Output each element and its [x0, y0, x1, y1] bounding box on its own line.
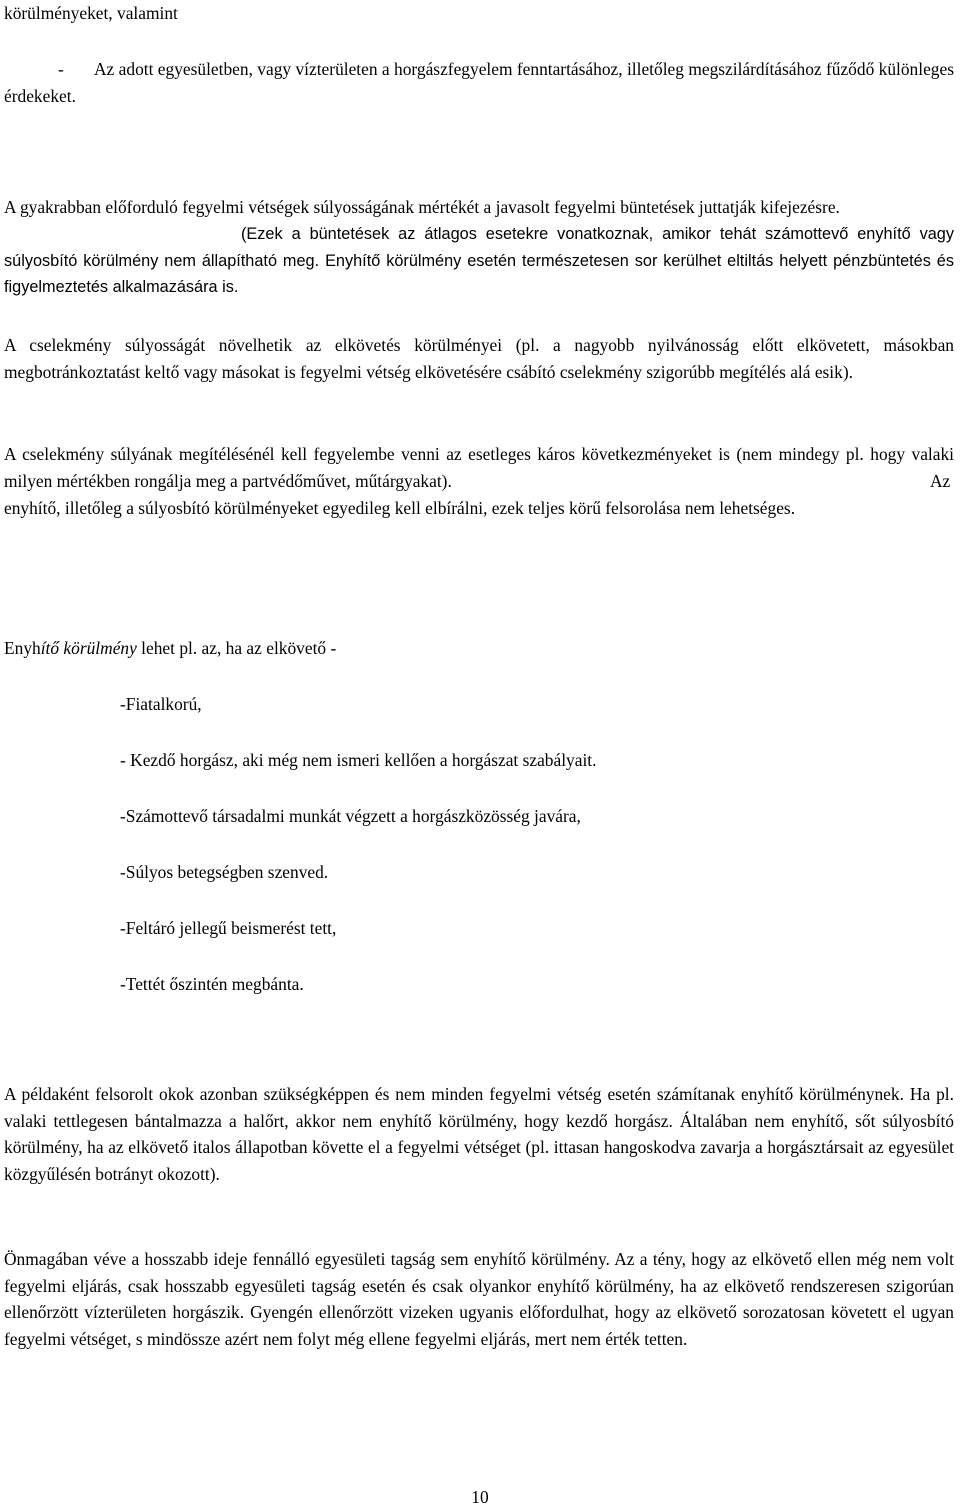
intro-dash-text: Az adott egyesületben, vagy vízterületen a horgászfegyelem fenntartásához, illetőleg megszilárdításához fűződő különleges érdekeket. — [4, 59, 954, 106]
para-examples: A példaként felsorolt okok azonban szükségképpen és nem minden fegyelmi vétség esetén számítanak enyhítő körülménynek. Ha pl. valaki tettlegesen bántalmazza a halőrt, akkor nem enyhítő körülmény, hogy kezdő horgász. Általában nem enyhítő, sőt súlyosbító körülmény, ha az elkövető italos állapotban követte el a fegyelmi vétséget (pl. ittasan hangoskodva zavarja a horgásztársait az egyesület közgyűlésén botrányt okozott). — [4, 1084, 954, 1184]
mitigating-item: -Súlyos betegségben szenved. — [120, 862, 329, 882]
mitigating-lead-em: ítő körülmény — [40, 638, 137, 658]
page-number: 10 — [471, 1487, 489, 1507]
para-severity — [4, 194, 954, 221]
mitigating-item: - Kezdő horgász, aki még nem ismeri kellően a horgászat szabályait. — [120, 750, 597, 770]
mitigating-lead-1: Enyh — [4, 638, 41, 658]
para-severity-serif: A gyakrabban előforduló fegyelmi vétségek súlyosságának mértékét a javasolt fegyelmi büntetések juttatják kifejezésre. — [4, 197, 840, 217]
mitigating-lead — [4, 635, 336, 662]
para-weight-az: Az — [930, 471, 951, 491]
mitigating-item: -Tettét őszintén megbánta. — [120, 974, 304, 994]
para-circumstances: A cselekmény súlyosságát növelhetik az elkövetés körülményei (pl. a nagyobb nyilvánosság előtt elkövetett, másokban megbotránkoztatást keltő vagy másokat is fegyelmi vétség elkövetésére csábító cselekmény szigorúbb megítélés alá esik). — [4, 335, 954, 382]
para-weight-part1: A cselekmény súlyának megítélésénél kell fegyelembe venni az esetleges káros következményeket is (nem mindegy pl. hogy valaki milyen mértékben rongálja meg a partvédőművet, műtárgyakat). — [4, 444, 954, 491]
para-weight — [4, 441, 954, 494]
para-weight-part2: enyhítő, illetőleg a súlyosbító körülményeket egyedileg kell elbírálni, ezek teljes körű felsorolása nem lehetséges. — [4, 498, 796, 518]
para-severity-sans-1: (Ezek a büntetések az átlagos esetekre vonatkoznak, amikor tehát számottevő enyhítő vagy súlyosbító körülmény nem állapítható meg. — [4, 225, 954, 270]
mitigating-item: -Fiatalkorú, — [120, 694, 202, 714]
intro-line: körülményeket, valamint — [4, 3, 178, 23]
mitigating-item: -Számottevő társadalmi munkát végzett a horgászközösség javára, — [120, 806, 581, 826]
para-severity-sans — [4, 221, 954, 301]
mitigating-item: -Feltáró jellegű beismerést tett, — [120, 918, 337, 938]
para-membership: Önmagában véve a hosszabb ideje fennálló egyesületi tagság sem enyhítő körülmény. Az a tény, hogy az elkövető ellen még nem volt fegyelmi eljárás, csak hosszabb egyesületi tagság esetén és csak olyankor enyhítő körülmény, ha az elkövető rendszeresen szigorúan ellenőrzött vízterületen horgászik. Gyengén ellenőrzött vizeken ugyanis előfordulhat, hogy az elkövető sorozatosan követett el ugyan fegyelmi vétséget, s mindössze azért nem folyt még ellene fegyelmi eljárás, mert nem érték tetten. — [4, 1249, 954, 1349]
dash-marker: - — [58, 59, 64, 79]
para-severity-sans-2: Enyhítő körülmény esetén természetesen sor kerülhet eltiltás helyett pénzbüntetés és figyelmeztetés alkalmazására is. — [4, 251, 954, 297]
mitigating-lead-2: lehet pl. az, ha az elkövető - — [136, 638, 337, 658]
